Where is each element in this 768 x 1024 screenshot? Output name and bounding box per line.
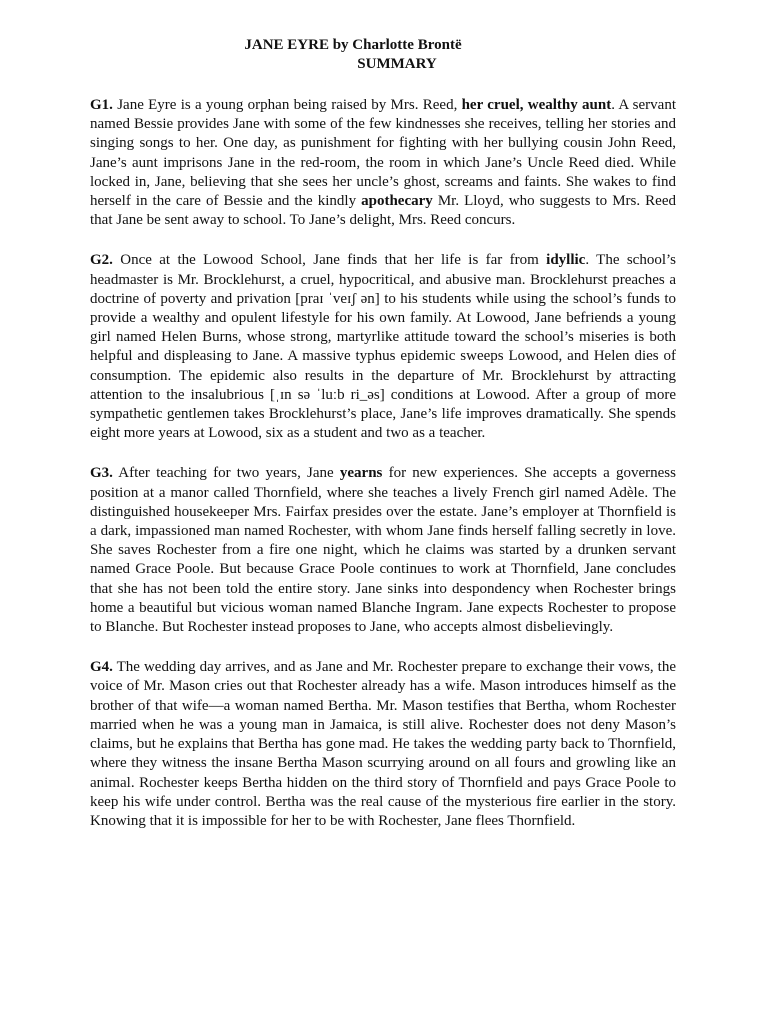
- text-run: for new experiences. She accepts a governess position at a manor called Thornfield, where she teaches a lively French girl named Adèle. The distinguished housekeeper Mrs. Fairfax presides over the estate. Jane’s employer at Thornfield is a dark, impassioned man named Rochester, with whom Jane finds herself falling secretly in love. She saves Rochester from a fire one night, which he claims was started by a drunken servant named Grace Poole. But because Grace Poole continues to work at Thornfield, Jane concludes that she has not been told the entire story. Jane sinks into despondency when Rochester brings home a beautiful but vicious woman named Blanche Ingram. Jane expects Rochester to propose to Blanche. But Rochester instead proposes to Jane, who accepts almost disbelievingly.: [90, 465, 676, 636]
- text-run: Jane Eyre is a young orphan being raised by Mrs. Reed,: [112, 97, 462, 113]
- text-run: . A servant named Bessie provides Jane with some of the few kindnesses she receives, telling her stories and singing songs to her. One day, as punishment for fighting with her bullying cousin John Reed, Jane’s aunt imprisons Jane in the red-room, the room in which Jane’s Uncle Reed died. While locked in, Jane, believing that she sees her uncle’s ghost, screams and faints. She wakes to find herself in the care of Bessie and the kindly: [90, 97, 676, 210]
- document-title: [90, 36, 676, 74]
- bold-phrase: yearns: [339, 465, 383, 482]
- text-run: Once at the Lowood School, Jane finds that her life is far from: [112, 252, 547, 269]
- text-run: Mr. Lloyd, who suggests to Mrs. Reed that Jane be sent away to school. To Jane’s delight, Mrs. Reed concurs.: [90, 193, 676, 229]
- text-run: The wedding day arrives, and as Jane and Mr. Rochester prepare to exchange their vows, the voice of Mr. Mason cries out that Rochester already has a wife. Mason introduces himself as the brother of that wife—a woman named Bertha. Mr. Mason testifies that Bertha, whom Rochester married when he was a young man in Jamaica, is still alive. Rochester does not deny Mason’s claims, but he explains that Bertha has gone mad. He takes the wedding party back to Thornfield, where they witness the insane Bertha Mason scurrying around on all fours and growling like an animal. Rochester keeps Bertha hidden on the third story of Thornfield and pays Grace Poole to keep his wife under control. Bertha was the real cause of the mysterious fire earlier in the story. Knowing that it is impossible for her to be with Rochester, Jane flees Thornfield.: [90, 659, 676, 829]
- paragraph-label: G3.: [90, 465, 113, 482]
- paragraph-label: G1.: [90, 97, 113, 113]
- paragraph-label: G4.: [90, 659, 113, 676]
- summary-body: [90, 96, 676, 831]
- text-run: After teaching for two years, Jane: [112, 465, 340, 482]
- bold-phrase: her cruel, wealthy aunt: [461, 97, 612, 113]
- title-line: JANE EYRE by Charlotte Brontë: [244, 37, 462, 53]
- bold-phrase: idyllic: [546, 252, 586, 269]
- paragraph-g3: [90, 464, 676, 637]
- document-page: [90, 36, 676, 831]
- paragraph-g4: [90, 658, 676, 831]
- bold-phrase: apothecary: [361, 193, 433, 210]
- paragraph-g1: [90, 96, 676, 230]
- subtitle-line: SUMMARY: [357, 56, 437, 72]
- text-run: . The school’s headmaster is Mr. Brocklehurst, a cruel, hypocritical, and abusive man. Brocklehurst preaches a doctrine of poverty and privation [praɪ ˈveɪʃ ən] to his students while using the school’s funds to provide a wealthy and opulent lifestyle for his own family. At Lowood, Jane befriends a young girl named Helen Burns, whose strong, martyrlike attitude toward the school’s miseries is both helpful and displeasing to Jane. A massive typhus epidemic sweeps Lowood, and Helen dies of consumption. The epidemic also results in the departure of Mr. Brocklehurst by attracting attention to the insalubrious [ˌɪn sə ˈluːb ri_əs] conditions at Lowood. After a group of more sympathetic gentlemen takes Brocklehurst’s place, Jane’s life improves dramatically. She spends eight more years at Lowood, six as a student and two as a teacher.: [90, 252, 676, 442]
- paragraph-label: G2.: [90, 252, 113, 269]
- paragraph-g2: [90, 251, 676, 443]
